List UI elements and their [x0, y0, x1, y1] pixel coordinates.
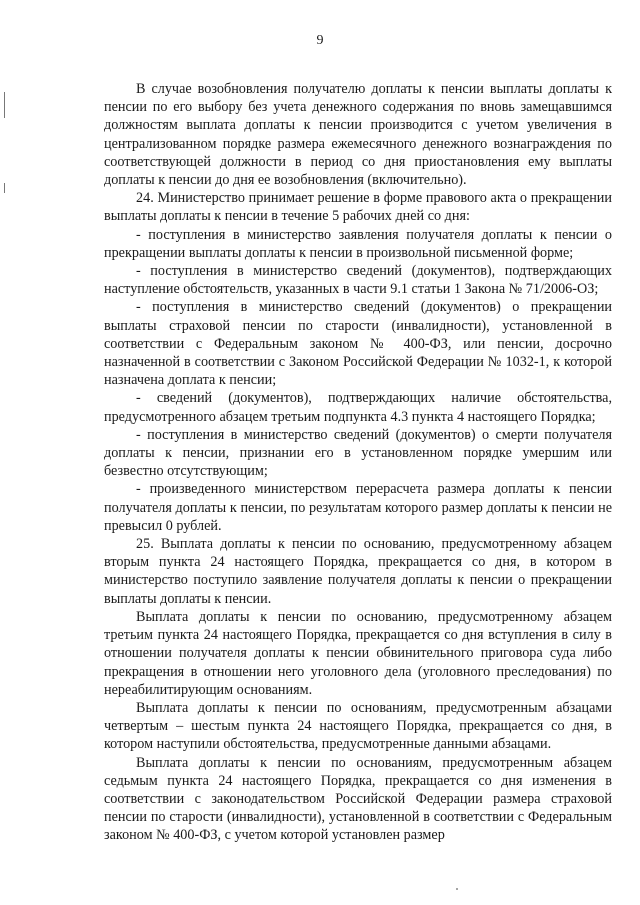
margin-mark: [4, 183, 5, 193]
margin-mark: [4, 92, 5, 118]
list-item: - поступления в министерство сведений (документов) о смерти получателя доплаты к пенсии, признании его в установленном порядке умершим или безвестно отсутствующим;: [104, 426, 612, 480]
list-item: - произведенного министерством перерасчета размера доплаты к пенсии получателя доплаты к пенсии, по результатам которого размер доплаты к пенсии не превысил 0 рублей.: [104, 481, 612, 534]
scan-speck: [456, 888, 458, 890]
paragraph: Выплата доплаты к пенсии по основанию, предусмотренному абзацем третьим пункта 24 настоящего Порядка, прекращается со дня вступления в силу в отношении получателя доплаты к пенсии обвинительного приговора суда либо прекращения в отношении него уголовного дела (уголовного преследования) по нереабилитирующим основаниям.: [104, 608, 612, 698]
list-item: - сведений (документов), подтверждающих наличие обстоятельства, предусмотренного абзацем третьим подпункта 4.3 пункта 4 настоящего Порядка;: [104, 390, 612, 425]
paragraph: 25. Выплата доплаты к пенсии по основанию, предусмотренному абзацем вторым пункта 24 настоящего Порядка, прекращается со дня, в котором в министерство поступило заявление получателя доплаты к пенсии о прекращении выплаты доплаты к пенсии.: [104, 536, 612, 607]
list-item: - поступления в министерство сведений (документов), подтверждающих наступление обстоятельств, указанных в части 9.1 статьи 1 Закона № 71/2006-ОЗ;: [104, 263, 612, 298]
page-number: 9: [316, 33, 324, 48]
paragraph: 24. Министерство принимает решение в форме правового акта о прекращении выплаты доплаты к пенсии в течение 5 рабочих дней со дня:: [104, 190, 612, 225]
list-item: - поступления в министерство заявления получателя доплаты к пенсии о прекращении выплаты доплаты к пенсии в произвольной письменной форме;: [104, 226, 612, 261]
paragraph: Выплата доплаты к пенсии по основаниям, предусмотренным абзацами четвертым – шестым пункта 24 настоящего Порядка, прекращается со дня, в котором наступили обстоятельства, предусмотренные данными абзацами.: [104, 699, 612, 753]
list-item: - поступления в министерство сведений (документов) о прекращении выплаты страховой пенсии по старости (инвалидности), установленной в соответствии с Федеральным законом № 400-ФЗ, или пенсии, досрочно назначенной в соответствии с Законом Российской Федерации № 1032-1, к которой назначена доплата к пенсии;: [104, 299, 612, 389]
paragraph: В случае возобновления получателю доплаты к пенсии выплаты доплаты к пенсии по его выбору без учета денежного содержания по вновь замещавшимся должностям выплата доплаты к пенсии производится с учетом увеличения в централизованном порядке размера ежемесячного денежного вознаграждения по соответствующей должности в период со дня приостановления ему выплаты доплаты к пенсии до дня ее возобновления (включительно).: [104, 81, 612, 189]
document-body: [104, 80, 612, 845]
paragraph: Выплата доплаты к пенсии по основаниям, предусмотренным абзацем седьмым пункта 24 настоящего Порядка, прекращается со дня изменения в соответствии с законодательством Российской Федерации размера страховой пенсии по старости (инвалидности), установленной в соответствии с Федеральным законом № 400-ФЗ, с учетом которой установлен размер: [104, 754, 612, 844]
